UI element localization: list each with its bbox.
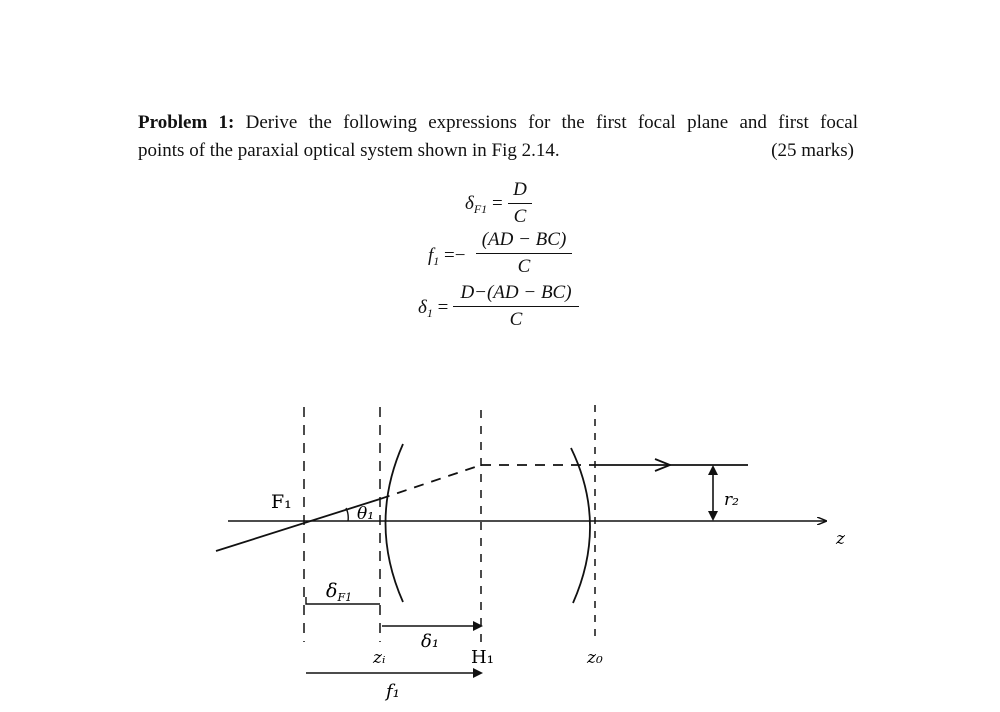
first-lens-surface xyxy=(386,444,404,602)
eq2-equals: = xyxy=(444,245,455,266)
eq2-denominator: C xyxy=(517,256,531,277)
second-lens-surface xyxy=(571,448,590,603)
problem-label: Problem 1: xyxy=(138,112,235,133)
label-z: z xyxy=(836,529,845,549)
label-delta-f1-symbol: δ xyxy=(326,580,338,602)
eq3-numerator: D−(AD − BC) xyxy=(460,282,572,303)
eq2-sign: − xyxy=(454,245,466,266)
marks-label: (25 marks) xyxy=(771,140,854,161)
ray-extension-to-h1 xyxy=(380,465,481,499)
eq1-subscript: F1 xyxy=(473,202,488,216)
problem-text-line2: points of the paraxial optical system shown in Fig 2.14. xyxy=(138,140,560,161)
eq1-equals: = xyxy=(491,193,503,214)
label-zi: zᵢ xyxy=(373,648,386,668)
eq3-symbol: δ xyxy=(418,297,427,318)
eq2-symbol: f xyxy=(428,245,434,266)
problem-text-line1: Derive the following expressions for the first focal plane and first focal xyxy=(245,112,859,133)
eq1-denominator: C xyxy=(513,206,527,227)
label-f1: f₁ xyxy=(386,681,400,702)
label-delta-f1-subscript: F1 xyxy=(337,591,353,604)
label-zo: z₀ xyxy=(587,648,603,668)
eq3-equals: = xyxy=(437,297,449,318)
eq2-numerator: (AD − BC) xyxy=(481,229,567,250)
label-r2: r₂ xyxy=(724,490,739,510)
label-H1: H₁ xyxy=(471,647,494,668)
eq3-denominator: C xyxy=(509,309,523,330)
eq3-subscript: 1 xyxy=(426,306,433,320)
label-theta1: θ₁ xyxy=(357,504,375,524)
label-delta1: δ₁ xyxy=(421,631,440,652)
eq2-subscript: 1 xyxy=(433,254,440,268)
incoming-ray xyxy=(216,499,380,551)
label-F1: F₁ xyxy=(271,491,292,513)
eq1-numerator: D xyxy=(513,179,527,200)
label-delta-f1 xyxy=(326,580,352,604)
eq1-symbol: δ xyxy=(465,193,474,214)
